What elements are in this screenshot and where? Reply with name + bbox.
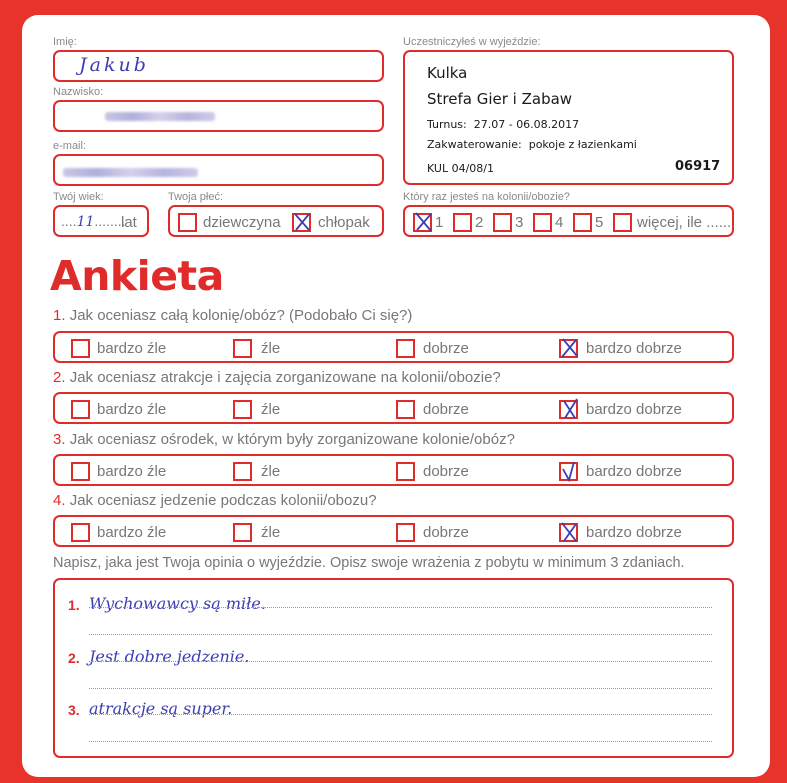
rating-1-label-good: dobrze [423,340,469,357]
rating-row-2 [53,392,734,424]
times-option-4: 4 [555,214,564,231]
rating-4-label-very-good: bardzo dobrze [586,524,682,541]
rating-4-checkbox-very-bad[interactable] [71,523,90,542]
surname-label: Nazwisko: [53,86,104,98]
email-field[interactable] [53,154,384,186]
opinion-line-1-rule [89,607,712,608]
rating-4-label-very-bad: bardzo źle [97,524,167,541]
question-4: 4. Jak oceniasz jedzenie podczas kolonii/obozu? [53,492,377,509]
age-label: Twój wiek: [53,191,104,203]
trip-info-box [403,50,734,185]
age-unit: lat [121,214,137,231]
rating-3-checkbox-very-bad[interactable] [71,462,90,481]
rating-1-checkbox-very-good[interactable] [559,339,578,358]
opinion-line-3-num: 3. [68,702,80,718]
rating-1-checkbox-good[interactable] [396,339,415,358]
opinion-line-3-rule [89,714,712,715]
opinion-line-2-num: 2. [68,650,80,666]
check-mark-icon [560,460,580,482]
rating-1-checkbox-very-bad[interactable] [71,339,90,358]
gender-field [168,205,384,237]
rating-4-checkbox-good[interactable] [396,523,415,542]
name-label: Imię: [53,36,77,48]
trip-place: Strefa Gier i Zabaw [427,90,573,108]
opinion-prompt: Napisz, jaka jest Twoja opinia o wyjeździe. Opisz swoje wrażenia z pobytu w minimum 3 zdaniach. [53,555,685,571]
times-checkbox-1[interactable] [413,213,432,232]
rating-3-label-very-bad: bardzo źle [97,463,167,480]
gender-option-boy: chłopak [318,214,370,231]
opinion-rule [89,688,712,689]
rating-row-4 [53,515,734,547]
check-mark-icon [293,211,313,233]
question-1: 1. Jak oceniasz całą kolonię/obóz? (Podobało Ci się?) [53,307,413,324]
opinion-line-1: Wychowawcy są miłe. [89,594,266,613]
trip-label: Uczestniczyłeś w wyjeździe: [403,36,541,48]
opinion-line-2: Jest dobre jedzenie. [89,647,250,666]
rating-2-checkbox-good[interactable] [396,400,415,419]
trip-code: KUL 04/08/1 [427,162,494,175]
rating-1-label-very-good: bardzo dobrze [586,340,682,357]
check-mark-icon [560,337,580,359]
rating-3-label-bad: źle [261,463,281,480]
trip-accommodation: Zakwaterowanie: pokoje z łazienkami [427,138,637,151]
age-line: ....11........ [61,213,126,230]
rating-row-3 [53,454,734,486]
rating-4-label-good: dobrze [423,524,469,541]
times-option-more: więcej, ile ....... [637,214,736,231]
times-option-5: 5 [595,214,604,231]
rating-3-checkbox-very-good[interactable] [559,462,578,481]
age-value: 11 [76,214,95,230]
rating-3-label-very-good: bardzo dobrze [586,463,682,480]
times-checkbox-more[interactable] [613,213,632,232]
times-option-3: 3 [515,214,524,231]
name-value: Jakub [79,54,149,76]
opinion-rule [89,634,712,635]
times-checkbox-5[interactable] [573,213,592,232]
rating-1-checkbox-bad[interactable] [233,339,252,358]
rating-2-checkbox-very-good[interactable] [559,400,578,419]
gender-checkbox-girl[interactable] [178,213,197,232]
times-option-2: 2 [475,214,484,231]
times-checkbox-4[interactable] [533,213,552,232]
rating-3-checkbox-good[interactable] [396,462,415,481]
gender-label: Twoja płeć: [168,191,224,203]
trip-number: 06917 [675,159,721,174]
trip-term: Turnus: 27.07 - 06.08.2017 [427,118,580,131]
times-checkbox-3[interactable] [493,213,512,232]
rating-1-label-very-bad: bardzo źle [97,340,167,357]
rating-1-label-bad: źle [261,340,281,357]
redacted-surname [105,112,215,121]
rating-2-label-bad: źle [261,401,281,418]
question-2: 2. Jak oceniasz atrakcje i zajęcia zorganizowane na kolonii/obozie? [53,369,501,386]
opinion-line-3: atrakcje są super. [89,699,233,718]
check-mark-icon [414,211,434,233]
rating-2-checkbox-bad[interactable] [233,400,252,419]
rating-4-checkbox-bad[interactable] [233,523,252,542]
rating-3-label-good: dobrze [423,463,469,480]
gender-checkbox-boy[interactable] [292,213,311,232]
rating-4-label-bad: źle [261,524,281,541]
rating-2-label-good: dobrze [423,401,469,418]
name-field[interactable] [53,50,384,82]
surname-field[interactable] [53,100,384,132]
opinion-textarea[interactable] [53,578,734,758]
rating-3-checkbox-bad[interactable] [233,462,252,481]
times-option-1: 1 [435,214,444,231]
check-mark-icon [560,398,580,420]
trip-camp: Kulka [427,64,468,82]
rating-2-checkbox-very-bad[interactable] [71,400,90,419]
check-mark-icon [560,521,580,543]
redacted-email [63,168,198,177]
survey-title: Ankieta [50,252,224,300]
question-3: 3. Jak oceniasz ośrodek, w którym były zorganizowane kolonie/obóz? [53,431,515,448]
email-label: e-mail: [53,140,87,152]
rating-2-label-very-bad: bardzo źle [97,401,167,418]
gender-option-girl: dziewczyna [203,214,281,231]
opinion-rule [89,741,712,742]
times-label: Który raz jesteś na kolonii/obozie? [403,191,570,203]
times-checkbox-2[interactable] [453,213,472,232]
rating-2-label-very-good: bardzo dobrze [586,401,682,418]
opinion-line-1-num: 1. [68,597,80,613]
age-field[interactable] [53,205,149,237]
opinion-line-2-rule [89,661,712,662]
rating-4-checkbox-very-good[interactable] [559,523,578,542]
rating-row-1 [53,331,734,363]
times-field [403,205,734,237]
